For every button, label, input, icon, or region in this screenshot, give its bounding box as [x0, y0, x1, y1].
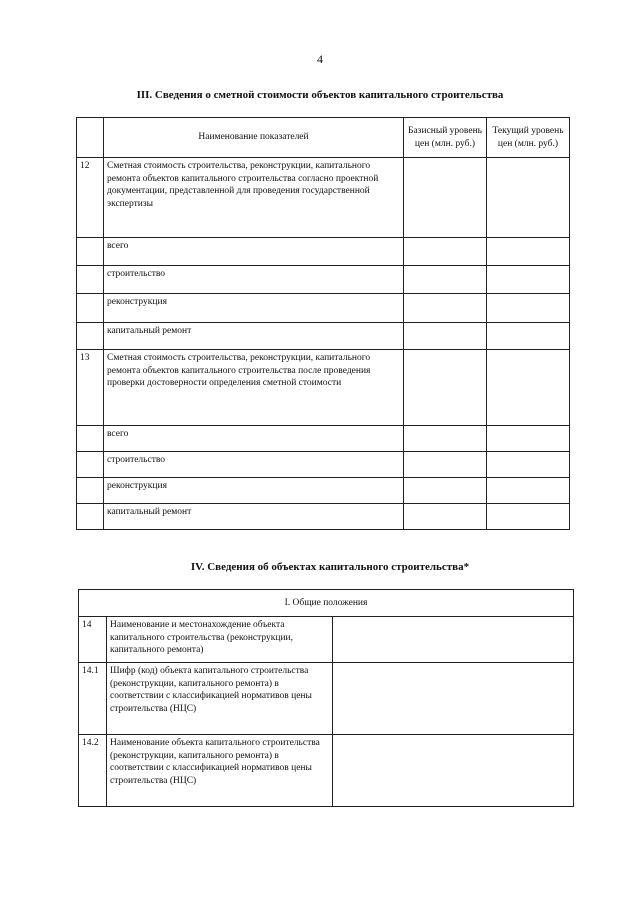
- row-label: реконструкция: [104, 294, 404, 323]
- table-row: [77, 478, 570, 504]
- row-label: строительство: [104, 266, 404, 294]
- current-value-cell: [487, 158, 570, 238]
- base-value-cell: [404, 350, 487, 426]
- header-base-price: Базисный уровень цен (млн. руб.): [404, 118, 487, 158]
- table-row: [77, 426, 570, 452]
- base-value-cell: [404, 266, 487, 294]
- current-value-cell: [487, 294, 570, 323]
- base-value-cell: [404, 294, 487, 323]
- row-label: строительство: [104, 452, 404, 478]
- page-number: 4: [317, 52, 323, 66]
- value-cell: [333, 617, 574, 663]
- current-value-cell: [487, 478, 570, 504]
- header-num-cell: [77, 118, 104, 158]
- row-label: всего: [104, 426, 404, 452]
- table-row: [77, 266, 570, 294]
- header-name: Наименование показателей: [104, 118, 404, 158]
- row-label: Сметная стоимость строительства, реконструкции, капитального ремонта объектов капитального строительства после проведения проверки достоверности определения сметной стоимости: [104, 350, 404, 426]
- row-label: Сметная стоимость строительства, реконструкции, капитального ремонта объектов капитального строительства согласно проектной документации, представленной для проведения государственной экспертизы: [104, 158, 404, 238]
- table-row: [77, 238, 570, 266]
- section4-title: IV. Сведения об объектах капитального строительства*: [190, 561, 470, 573]
- current-value-cell: [487, 504, 570, 530]
- table-row: [79, 735, 574, 807]
- base-value-cell: [404, 323, 487, 350]
- row-label: Наименование и местонахождение объекта капитального строительства (реконструкции, капитального ремонта): [107, 617, 333, 663]
- current-value-cell: [487, 323, 570, 350]
- row-number: 12: [77, 158, 104, 238]
- base-value-cell: [404, 238, 487, 266]
- table-row: [77, 452, 570, 478]
- row-number: [77, 452, 104, 478]
- current-value-cell: [487, 350, 570, 426]
- base-value-cell: [404, 452, 487, 478]
- table-row: [77, 350, 570, 426]
- general-provisions-header: I. Общие положения: [79, 590, 574, 617]
- current-value-cell: [487, 452, 570, 478]
- row-number: [77, 294, 104, 323]
- row-number: [77, 478, 104, 504]
- header-current-price: Текущий уровень цен (млн. руб.): [487, 118, 570, 158]
- base-value-cell: [404, 504, 487, 530]
- table-row: [77, 158, 570, 238]
- row-number: 14.1: [79, 663, 107, 735]
- row-number: 13: [77, 350, 104, 426]
- row-label: капитальный ремонт: [104, 323, 404, 350]
- base-value-cell: [404, 478, 487, 504]
- current-value-cell: [487, 426, 570, 452]
- table-row: [77, 294, 570, 323]
- table-row: [79, 617, 574, 663]
- current-value-cell: [487, 266, 570, 294]
- row-number: [77, 266, 104, 294]
- base-value-cell: [404, 426, 487, 452]
- row-label: капитальный ремонт: [104, 504, 404, 530]
- row-label: реконструкция: [104, 478, 404, 504]
- row-number: [77, 426, 104, 452]
- table-row: [77, 323, 570, 350]
- row-label: Шифр (код) объекта капитального строительства (реконструкции, капитального ремонта) в соответствии с классификацией нормативов цены строительства (НЦС): [107, 663, 333, 735]
- row-label: всего: [104, 238, 404, 266]
- current-value-cell: [487, 238, 570, 266]
- row-number: [77, 238, 104, 266]
- row-number: 14: [79, 617, 107, 663]
- row-label: Наименование объекта капитального строительства (реконструкции, капитального ремонта) в соответствии с классификацией нормативов цены строительства (НЦС): [107, 735, 333, 807]
- row-number: [77, 504, 104, 530]
- table-row: [79, 663, 574, 735]
- estimate-cost-table: [76, 117, 570, 530]
- value-cell: [333, 735, 574, 807]
- objects-table: [78, 589, 574, 807]
- table-subheader-row: [79, 590, 574, 617]
- table-header-row: [77, 118, 570, 158]
- base-value-cell: [404, 158, 487, 238]
- value-cell: [333, 663, 574, 735]
- row-number: [77, 323, 104, 350]
- section3-title: III. Сведения о сметной стоимости объектов капитального строительства: [136, 89, 504, 101]
- table-row: [77, 504, 570, 530]
- row-number: 14.2: [79, 735, 107, 807]
